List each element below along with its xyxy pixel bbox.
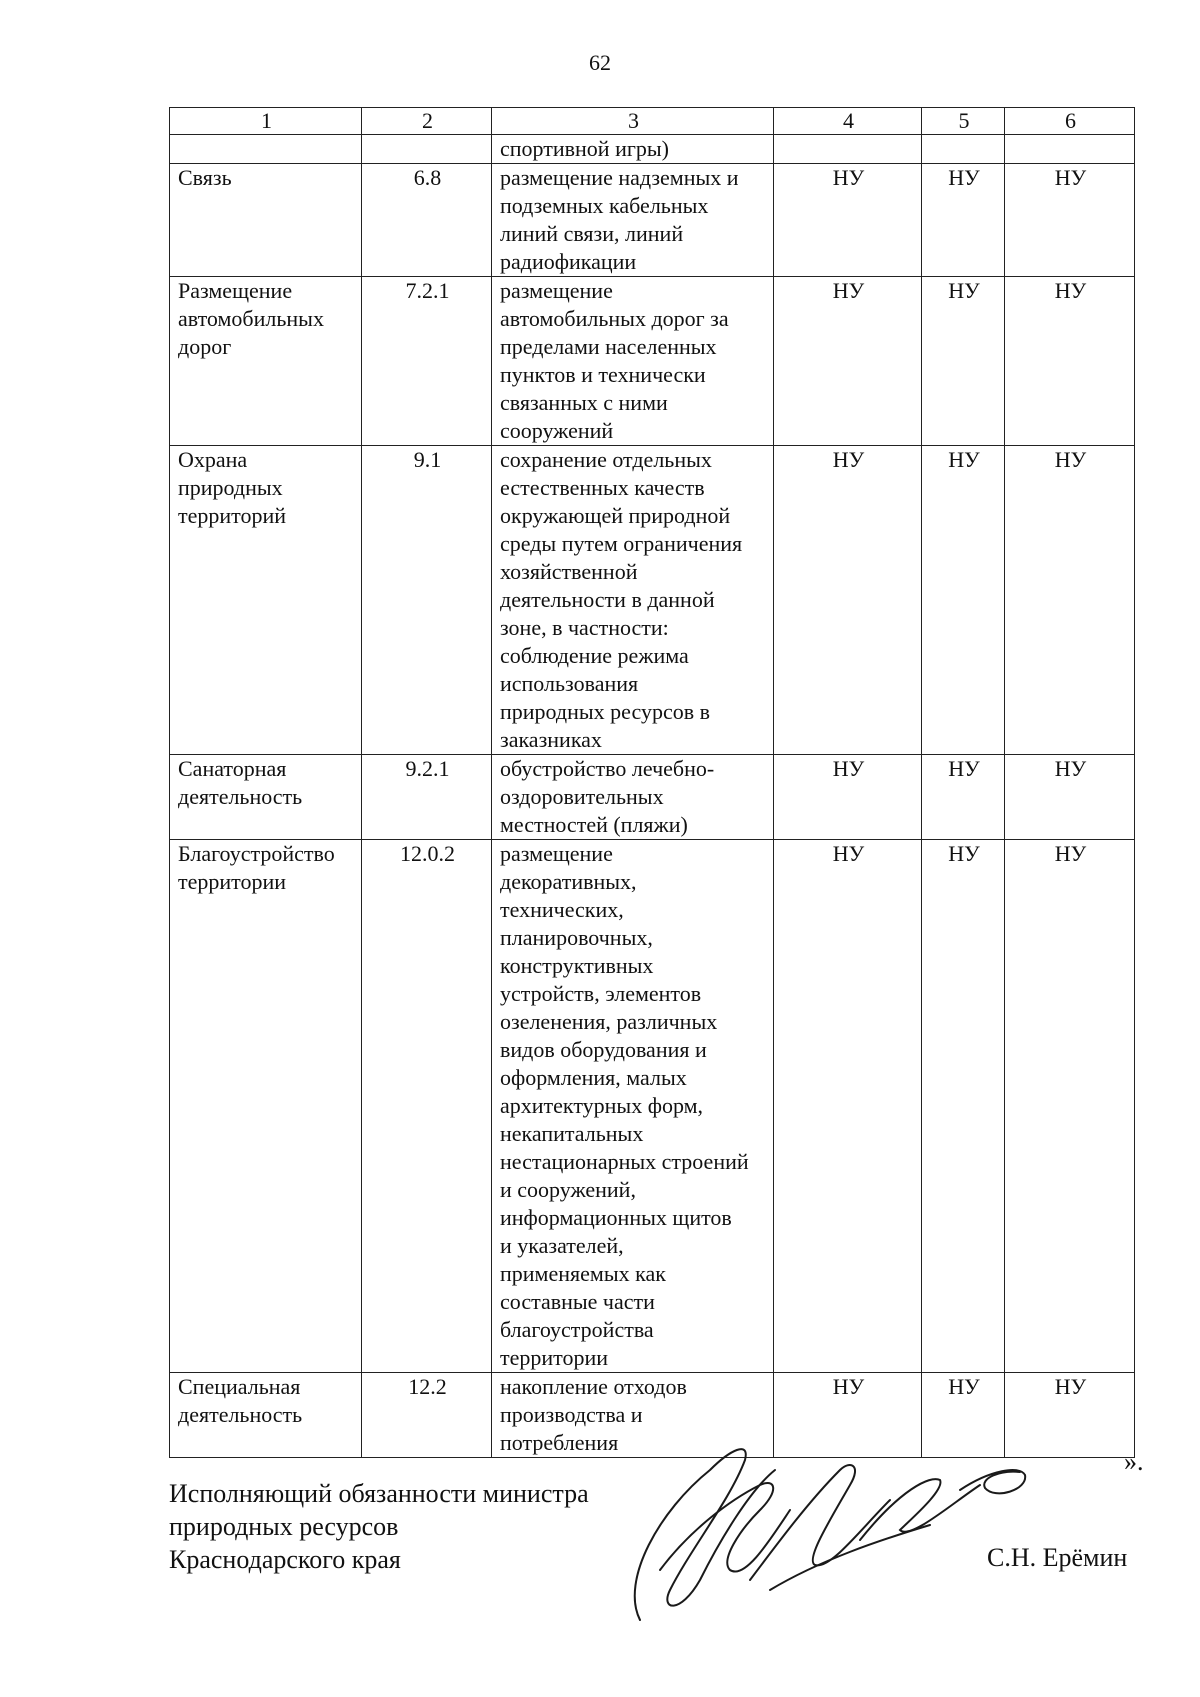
- cell-value-5: НУ: [922, 755, 1005, 840]
- cell-value-4: НУ: [774, 755, 922, 840]
- cell-name: Санаторная деятельность: [170, 755, 362, 840]
- cell-description: накопление отходов производства и потребления: [492, 1373, 774, 1458]
- cell-name: Благоустройство территории: [170, 840, 362, 1373]
- cell-value-4: НУ: [774, 164, 922, 277]
- cell-value-6: НУ: [1005, 1373, 1135, 1458]
- cell-name: Связь: [170, 164, 362, 277]
- cell-value-4: НУ: [774, 277, 922, 446]
- cell-code: 9.1: [362, 446, 492, 755]
- cell-code: 12.0.2: [362, 840, 492, 1373]
- cell-value-6: НУ: [1005, 277, 1135, 446]
- signer-name: С.Н. Ерёмин: [987, 1543, 1128, 1572]
- cell-name: Специальная деятельность: [170, 1373, 362, 1458]
- header-row: [170, 108, 1135, 135]
- cell-value-5: НУ: [922, 446, 1005, 755]
- cell-code: 7.2.1: [362, 277, 492, 446]
- cell-value-5: НУ: [922, 840, 1005, 1373]
- cell-description: размещение надземных и подземных кабельных линий связи, линий радиофикации: [492, 164, 774, 277]
- header-cell-6: 6: [1005, 108, 1135, 135]
- closing-quote: ».: [1124, 1447, 1144, 1476]
- cell-value-4: НУ: [774, 446, 922, 755]
- cell-value-5: НУ: [922, 277, 1005, 446]
- cell-value-5: НУ: [922, 1373, 1005, 1458]
- cell-value-5: [922, 135, 1005, 164]
- cell-code: 12.2: [362, 1373, 492, 1458]
- header-cell-3: 3: [492, 108, 774, 135]
- cell-value-6: НУ: [1005, 840, 1135, 1373]
- table-row: [170, 755, 1135, 840]
- signature-position-title: Исполняющий обязанности министра природных ресурсов Краснодарского края: [169, 1479, 589, 1574]
- cell-value-6: [1005, 135, 1135, 164]
- header-cell-4: 4: [774, 108, 922, 135]
- cell-description: размещение автомобильных дорог за пределами населенных пунктов и технически связанных с ними сооружений: [492, 277, 774, 446]
- cell-value-6: НУ: [1005, 164, 1135, 277]
- header-cell-1: 1: [170, 108, 362, 135]
- cell-name: Размещение автомобильных дорог: [170, 277, 362, 446]
- cell-value-4: НУ: [774, 1373, 922, 1458]
- cell-code: 6.8: [362, 164, 492, 277]
- continuation-row: [170, 135, 1135, 164]
- table-row: [170, 840, 1135, 1373]
- cell-name: [170, 135, 362, 164]
- cell-description: обустройство лечебно- оздоровительных местностей (пляжи): [492, 755, 774, 840]
- cell-name: Охрана природных территорий: [170, 446, 362, 755]
- cell-description: размещение декоративных, технических, планировочных, конструктивных устройств, элементов озеленения, различных видов оборудования и оформления, малых архитектурных форм, некапитальных нестационарных строений и сооружений, информационных щитов и указателей, применяемых как составные части благоустройства территории: [492, 840, 774, 1373]
- cell-value-6: НУ: [1005, 755, 1135, 840]
- header-cell-2: 2: [362, 108, 492, 135]
- cell-description: сохранение отдельных естественных качеств окружающей природной среды путем ограничения хозяйственной деятельности в данной зоне, в частности: соблюдение режима использования природных ресурсов в заказниках: [492, 446, 774, 755]
- header-cell-5: 5: [922, 108, 1005, 135]
- page-number: 62: [589, 50, 611, 75]
- cell-description: спортивной игры): [492, 135, 774, 164]
- table-row: [170, 446, 1135, 755]
- cell-value-6: НУ: [1005, 446, 1135, 755]
- cell-value-5: НУ: [922, 164, 1005, 277]
- table-row: [170, 277, 1135, 446]
- table-row: [170, 164, 1135, 277]
- cell-code: 9.2.1: [362, 755, 492, 840]
- land-use-table: [169, 107, 1135, 1458]
- cell-value-4: [774, 135, 922, 164]
- cell-value-4: НУ: [774, 840, 922, 1373]
- handwritten-signature: [600, 1430, 1100, 1630]
- cell-code: [362, 135, 492, 164]
